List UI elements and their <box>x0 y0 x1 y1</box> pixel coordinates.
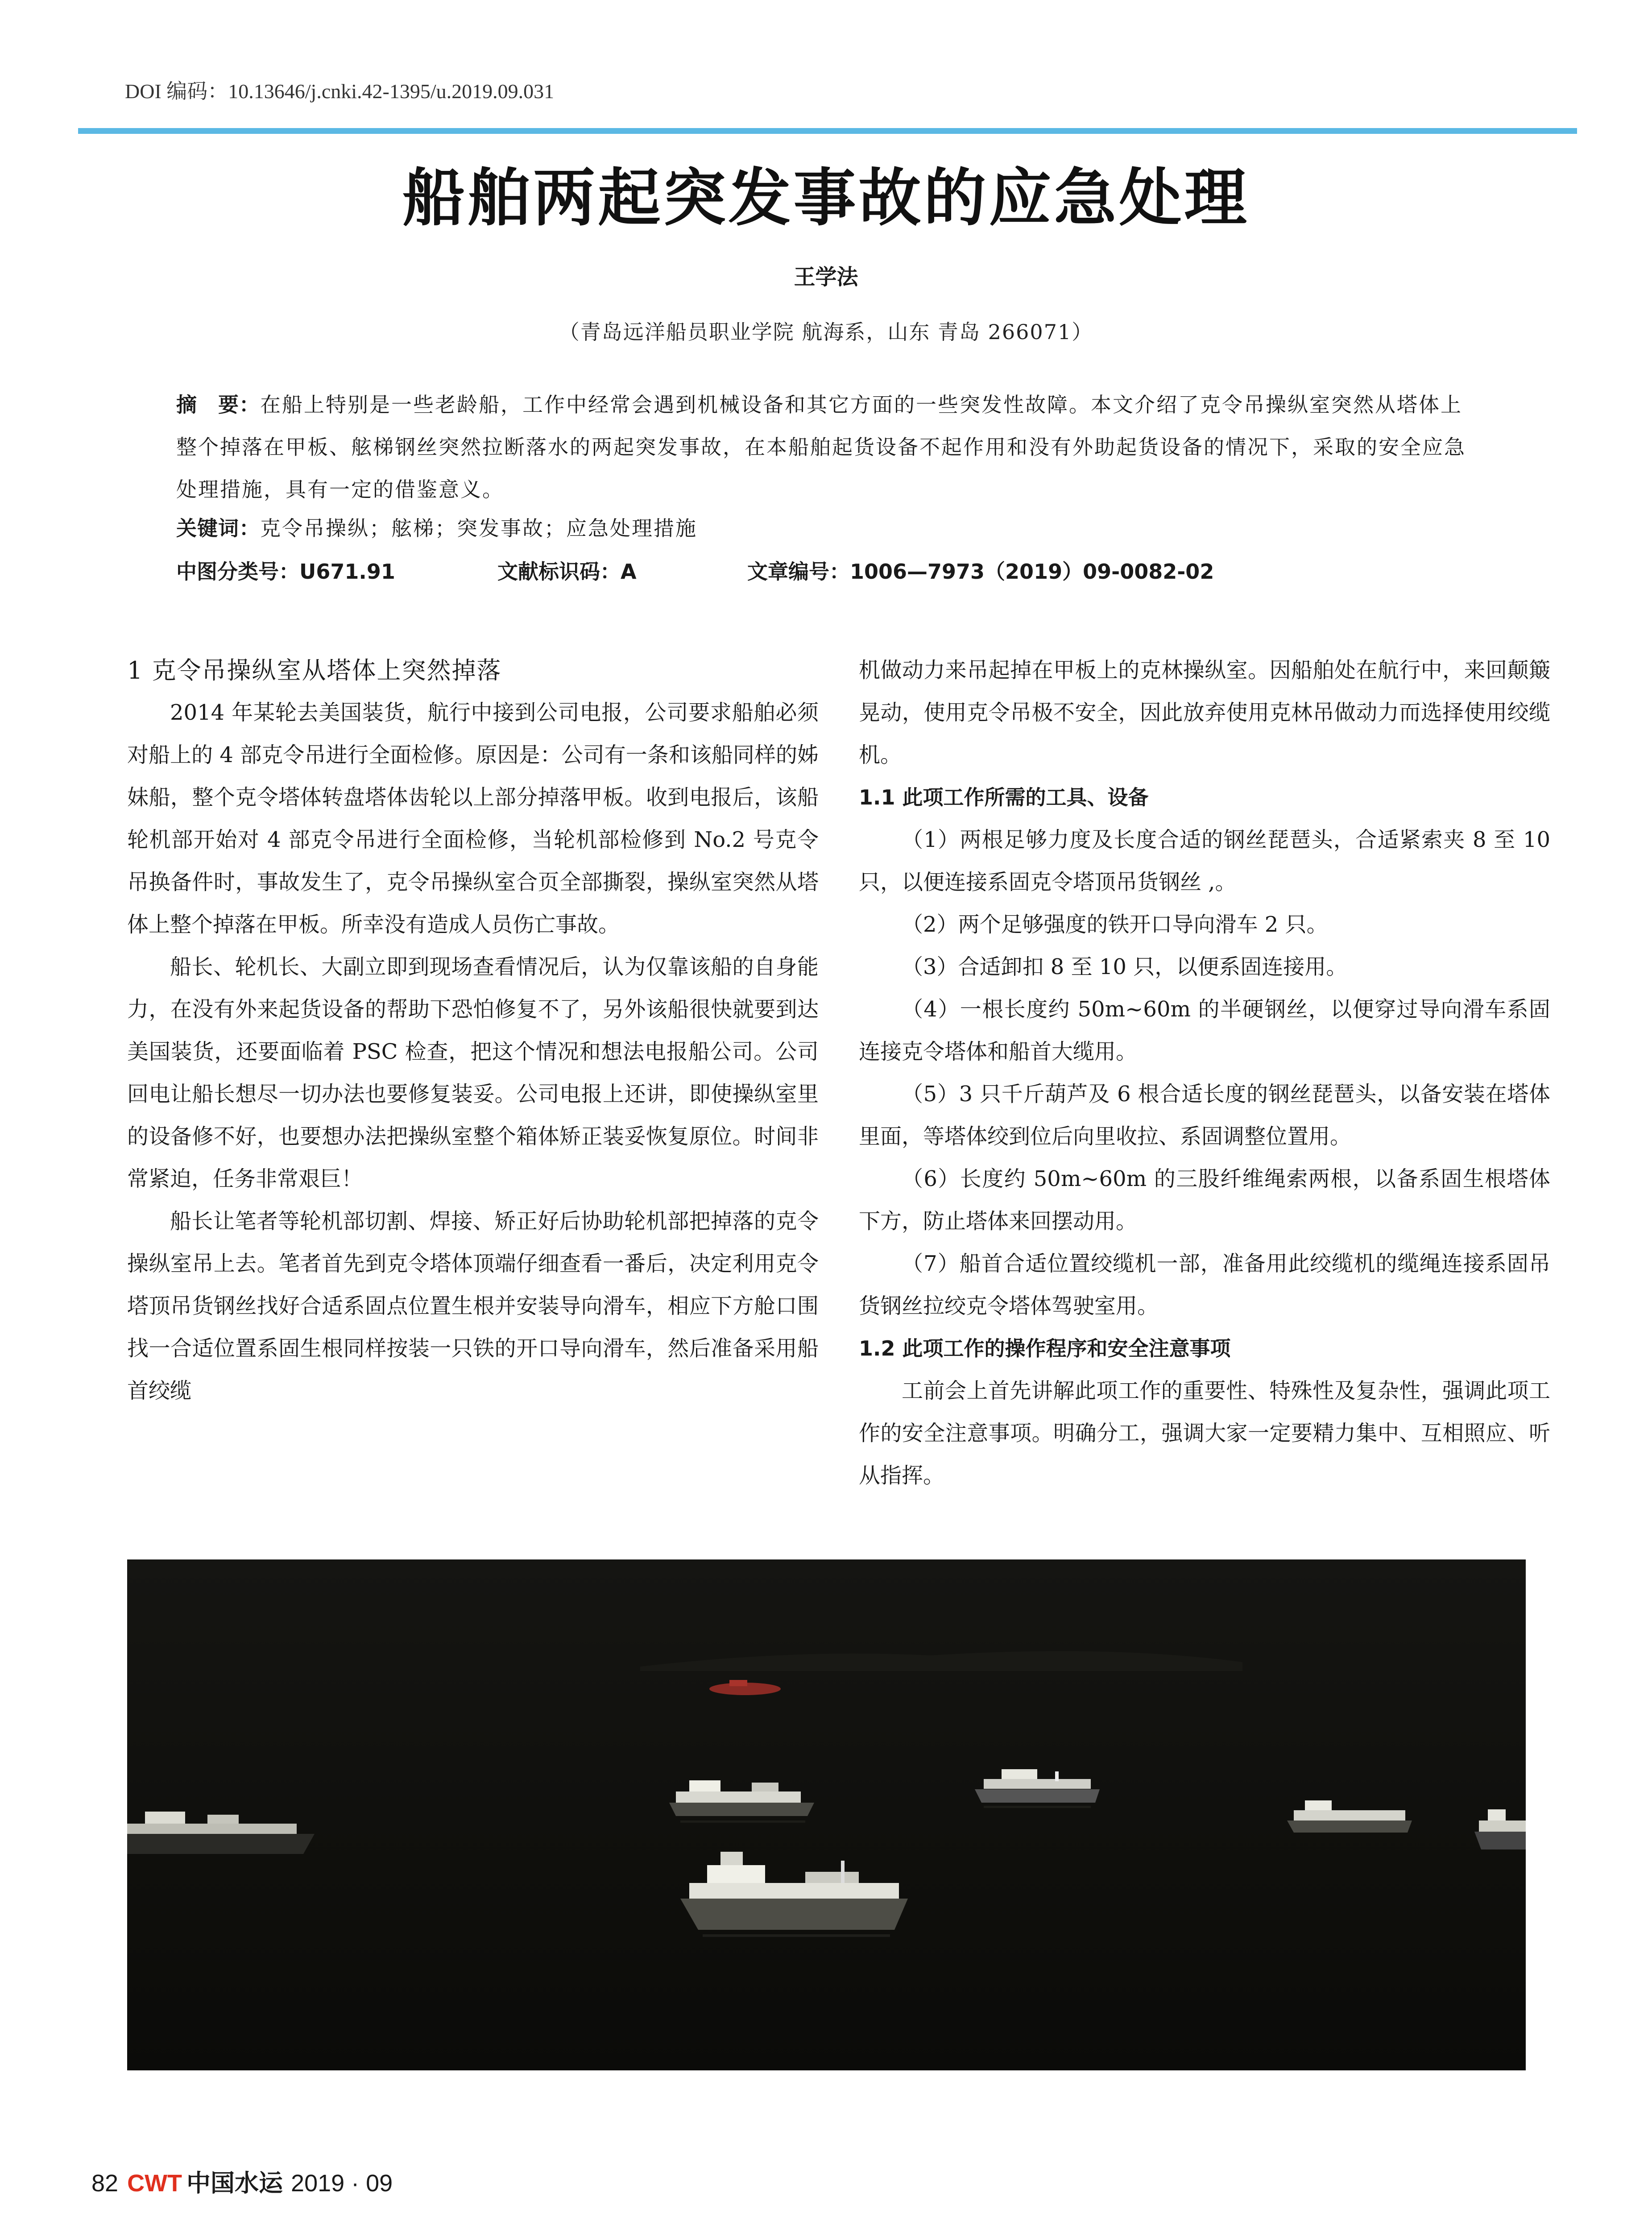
page-number: 82 <box>91 2170 119 2197</box>
red-boat <box>709 1680 781 1695</box>
abstract <box>176 384 1474 511</box>
subsection-heading-1-2: 1.2 此项工作的操作程序和安全注意事项 <box>859 1336 1231 1360</box>
header-rule <box>78 128 1577 134</box>
keywords-label: 关键词： <box>176 516 260 540</box>
paragraph: 船长、轮机长、大副立即到现场查看情况后，认为仅靠该船的自身能力，在没有外来起货设备的帮助下恐怕修复不了，另外该船很快就要到达美国装货，还要面临着 PSC 检查，把这个情况和想法电报船公司。公司回电让船长想尽一切办法也要修复装妥。公司电报上还讲，即使操纵室里的设备修不好，也要想办法把操纵室整个箱体矫正装妥恢复原位。时间非常紧迫，任务非常艰巨！ <box>127 954 819 1191</box>
paragraph-continued: 机做动力来吊起掉在甲板上的克林操纵室。因船舶处在航行中，来回颠簸晃动，使用克令吊极不安全，因此放弃使用克林吊做动力而选择使用绞缆机。 <box>859 658 1550 767</box>
paragraph: 2014 年某轮去美国装货，航行中接到公司电报，公司要求船舶必须对船上的 4 部克令吊进行全面检修。原因是：公司有一条和该船同样的姊妹船，整个克令塔体转盘塔体齿轮以上部分掉落甲板。收到电报后，该船轮机部开始对 4 部克令吊进行全面检修，当轮机部检修到 No.2 号克令吊换备件时，事故发生了，克令吊操纵室合页全部撕裂，操纵室突然从塔体上整个掉落在甲板。所幸没有造成人员伤亡事故。 <box>127 700 819 937</box>
author-name: 王学法 <box>794 265 858 290</box>
ship-upper-left <box>669 1780 814 1816</box>
ship-left <box>127 1812 315 1854</box>
ship-far-right <box>1474 1809 1526 1849</box>
list-item: （2）两个足够强度的铁开口导向滑车 2 只。 <box>902 912 1328 937</box>
list-item: （7）船首合适位置绞缆机一部，准备用此绞缆机的缆绳连接系固吊货钢丝拉绞克令塔体驾驶室用。 <box>859 1251 1550 1319</box>
magazine-name: 中国水运 <box>186 2169 283 2197</box>
classification-line <box>176 556 1214 585</box>
list-item: （6）长度约 50m~60m 的三股纤维绳索两根，以备系固生根塔体下方，防止塔体来回摆动用。 <box>859 1166 1550 1234</box>
document-code: 文献标识码：A <box>497 560 637 584</box>
author-affiliation: （青岛远洋船员职业学院 航海系，山东 青岛 266071） <box>559 320 1093 344</box>
brand-logo: CWT <box>127 2170 182 2197</box>
article-number: 文章编号：1006—7973（2019）09-0082-02 <box>747 560 1214 584</box>
section-heading-1: 1 克令吊操纵室从塔体上突然掉落 <box>127 656 502 684</box>
abstract-label: 摘 要： <box>176 393 260 417</box>
page-footer <box>91 2164 393 2198</box>
ship-right <box>1287 1800 1412 1833</box>
subsection-heading-1-1: 1.1 此项工作所需的工具、设备 <box>859 785 1149 809</box>
ship-foreground <box>680 1852 908 1930</box>
abstract-text: 在船上特别是一些老龄船，工作中经常会遇到机械设备和其它方面的一些突发性故障。本文介绍了克令吊操纵室突然从塔体上整个掉落在甲板、舷梯钢丝突然拉断落水的两起突发事故，在本船舶起货设备不起作用和没有外助起货设备的情况下，采取的安全应急处理措施，具有一定的借鉴意义。 <box>176 393 1466 502</box>
list-item: （3）合适卸扣 8 至 10 只，以便系固连接用。 <box>902 954 1348 979</box>
right-column <box>859 649 1550 1497</box>
paragraph: 工前会上首先讲解此项工作的重要性、特殊性及复杂性，强调此项工作的安全注意事项。明确分工，强调大家一定要精力集中、互相照应、听从指挥。 <box>859 1378 1550 1488</box>
night-ships-illustration <box>127 1559 1526 2070</box>
list-item: （5）3 只千斤葫芦及 6 根合适长度的钢丝琵琶头，以备安装在塔体里面，等塔体绞到位后向里收拉、系固调整位置用。 <box>859 1082 1550 1149</box>
ship-center <box>975 1769 1100 1803</box>
list-item: （4）一根长度约 50m~60m 的半硬钢丝，以便穿过导向滑车系固连接克令塔体和船首大缆用。 <box>859 997 1550 1064</box>
keywords-text: 克令吊操纵；舷梯；突发事故；应急处理措施 <box>260 516 697 540</box>
clc-number: 中图分类号：U671.91 <box>176 560 395 584</box>
left-column <box>127 649 819 1412</box>
paragraph: 船长让笔者等轮机部切割、焊接、矫正好后协助轮机部把掉落的克令操纵室吊上去。笔者首先到克令塔体顶端仔细查看一番后，决定利用克令塔顶吊货钢丝找好合适系固点位置生根并安装导向滑车，相应下方舱口围找一合适位置系固生根同样按装一只铁的开口导向滑车，然后准备采用船首绞缆 <box>127 1209 819 1403</box>
doi-line: DOI 编码：10.13646/j.cnki.42-1395/u.2019.09.031 <box>125 80 555 103</box>
list-item: （1）两根足够力度及长度合适的钢丝琵琶头，合适紧索夹 8 至 10 只，以便连接系固克令塔顶吊货钢丝 ,。 <box>859 827 1550 895</box>
issue-number: 2019 · 09 <box>291 2170 393 2197</box>
article-title: 船舶两起突发事故的应急处理 <box>402 162 1250 235</box>
keywords <box>176 512 697 542</box>
night-ships-photo <box>127 1559 1526 2070</box>
